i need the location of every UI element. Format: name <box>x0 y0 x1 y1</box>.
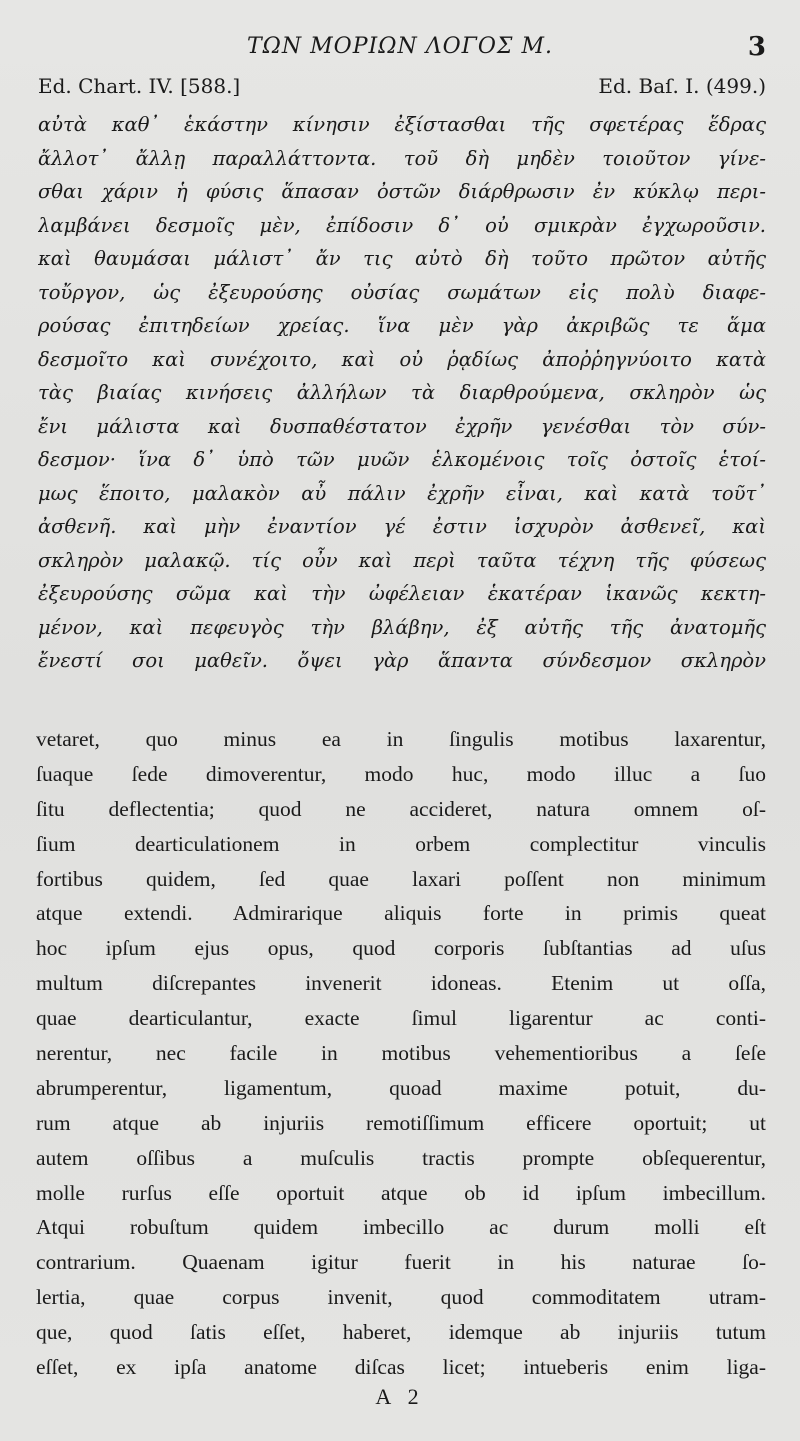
latin-line: Atqui robuſtum quidem imbecillo ac durum molli eſt <box>36 1215 766 1240</box>
latin-line: abrumperentur, ligamentum, quoad maxime potuit, du- <box>36 1075 766 1100</box>
greek-line: ἔνεστί σοι μαθεῖν. ὄψει γὰρ ἅπαντα σύνδεσμον σκληρὸν <box>38 649 766 672</box>
latin-line: lertia, quae corpus invenit, quod commoditatem utram- <box>36 1285 766 1310</box>
greek-line: ἄλλοτ᾽ ἄλλῃ παραλλάττοντα. τοῦ δὴ μηδὲν τοιοῦτον γίνε- <box>38 146 766 170</box>
latin-line: atque extendi. Admirarique aliquis forte in primis queat <box>36 901 766 926</box>
greek-line: τοὔργον, ὡς ἐξευρούσης οὐσίας σωμάτων εἰς πολὺ διαφε- <box>38 280 766 304</box>
greek-line: ἐξευρούσης σῶμα καὶ τὴν ὠφέλειαν ἑκατέραν ἱκανῶς κεκτη- <box>38 582 766 605</box>
greek-line: μένον, καὶ πεφευγὸς τὴν βλάβην, ἐξ αὐτῆς τῆς ἀνατομῆς <box>38 615 766 639</box>
signature-mark: A 2 <box>375 1384 425 1409</box>
greek-line: μως ἕποιτο, μαλακὸν αὖ πάλιν ἐχρῆν εἶναι, καὶ κατὰ τοῦτ᾽ <box>38 481 766 505</box>
greek-line: σθαι χάριν ἡ φύσις ἅπασαν ὀστῶν διάρθρωσιν ἐν κύκλῳ περι- <box>38 180 766 203</box>
latin-line: vetaret, quo minus ea in ſingulis motibus laxarentur, <box>36 727 766 751</box>
latin-line: ſitu deflectentia; quod ne accideret, natura omnem oſ- <box>36 796 766 821</box>
latin-line: hoc ipſum ejus opus, quod corporis ſubſtantias ad uſus <box>36 936 766 961</box>
latin-line: ſuaque ſede dimoverentur, modo huc, modo illuc a ſuo <box>36 761 766 786</box>
latin-line: nerentur, nec facile in motibus vehementioribus a ſeſe <box>36 1041 766 1066</box>
greek-line: δεσμοῖτο καὶ συνέχοιτο, καὶ οὐ ῥᾳδίως ἀποῤῥηγνύοιτο κατὰ <box>38 347 766 371</box>
latin-line: multum diſcrepantes invenerit idoneas. Etenim ut oſſa, <box>36 971 766 996</box>
latin-line: fortibus quidem, ſed quae laxari poſſent non minimum <box>36 866 766 891</box>
latin-line: eſſet, ex ipſa anatome diſcas licet; intueberis enim liga- <box>36 1355 766 1380</box>
latin-text-block <box>36 722 766 1385</box>
latin-line: quae dearticulantur, exacte ſimul ligarentur ac conti- <box>36 1006 766 1031</box>
latin-line: molle rurſus eſſe oportuit atque ob id ipſum imbecillum. <box>36 1180 766 1205</box>
greek-line: λαμβάνει δεσμοῖς μὲν, ἐπίδοσιν δ᾽ οὐ σμικρὰν ἐγχωροῦσιν. <box>38 213 766 237</box>
greek-line: δεσμον· ἵνα δ᾽ ὑπὸ τῶν μυῶν ἑλκομένοις τοῖς ὀστοῖς ἑτοί- <box>38 448 766 471</box>
latin-line: rum atque ab injuriis remotiſſimum efficere oportuit; ut <box>36 1110 766 1135</box>
latin-line: ſium dearticulationem in orbem complectitur vinculis <box>36 831 766 856</box>
running-title: ΤΩΝ ΜΟΡΙΩΝ ΛΟΓΟΣ Μ. <box>247 34 553 59</box>
greek-text-block <box>38 108 766 678</box>
latin-line: que, quod ſatis eſſet, haberet, idemque ab injuriis tutum <box>36 1320 766 1345</box>
latin-line: contrarium. Quaenam igitur fuerit in his naturae ſo- <box>36 1250 766 1275</box>
latin-line: autem oſſibus a muſculis tractis prompte obſequerentur, <box>36 1145 766 1170</box>
greek-line: ρούσας ἐπιτηδείων χρείας. ἵνα μὲν γὰρ ἀκριβῶς τε ἅμα <box>38 314 766 337</box>
greek-line: ἔνι μάλιστα καὶ δυσπαθέστατον ἐχρῆν γενέσθαι τὸν σύν- <box>38 414 766 438</box>
greek-line: τὰς βιαίας κινήσεις ἀλλήλων τὰ διαρθρούμενα, σκληρὸν ὡς <box>38 381 766 404</box>
edition-ref-right: Ed. Baſ. I. (499.) <box>598 74 766 98</box>
page-number: 3 <box>747 32 766 62</box>
edition-ref-left: Ed. Chart. IV. [588.] <box>38 74 241 98</box>
greek-line: καὶ θαυμάσαι μάλιστ᾽ ἄν τις αὐτὸ δὴ τοῦτο πρῶτον αὐτῆς <box>38 247 766 270</box>
greek-line: αὐτὰ καθ᾽ ἑκάστην κίνησιν ἐξίστασθαι τῆς σφετέρας ἕδρας <box>38 113 766 136</box>
greek-line: ἀσθενῆ. καὶ μὴν ἐναντίον γέ ἐστιν ἰσχυρὸν ἀσθενεῖ, καὶ <box>38 515 766 538</box>
greek-line: σκληρὸν μαλακῷ. τίς οὖν καὶ περὶ ταῦτα τέχνη τῆς φύσεως <box>38 548 766 572</box>
edition-references <box>38 74 766 98</box>
